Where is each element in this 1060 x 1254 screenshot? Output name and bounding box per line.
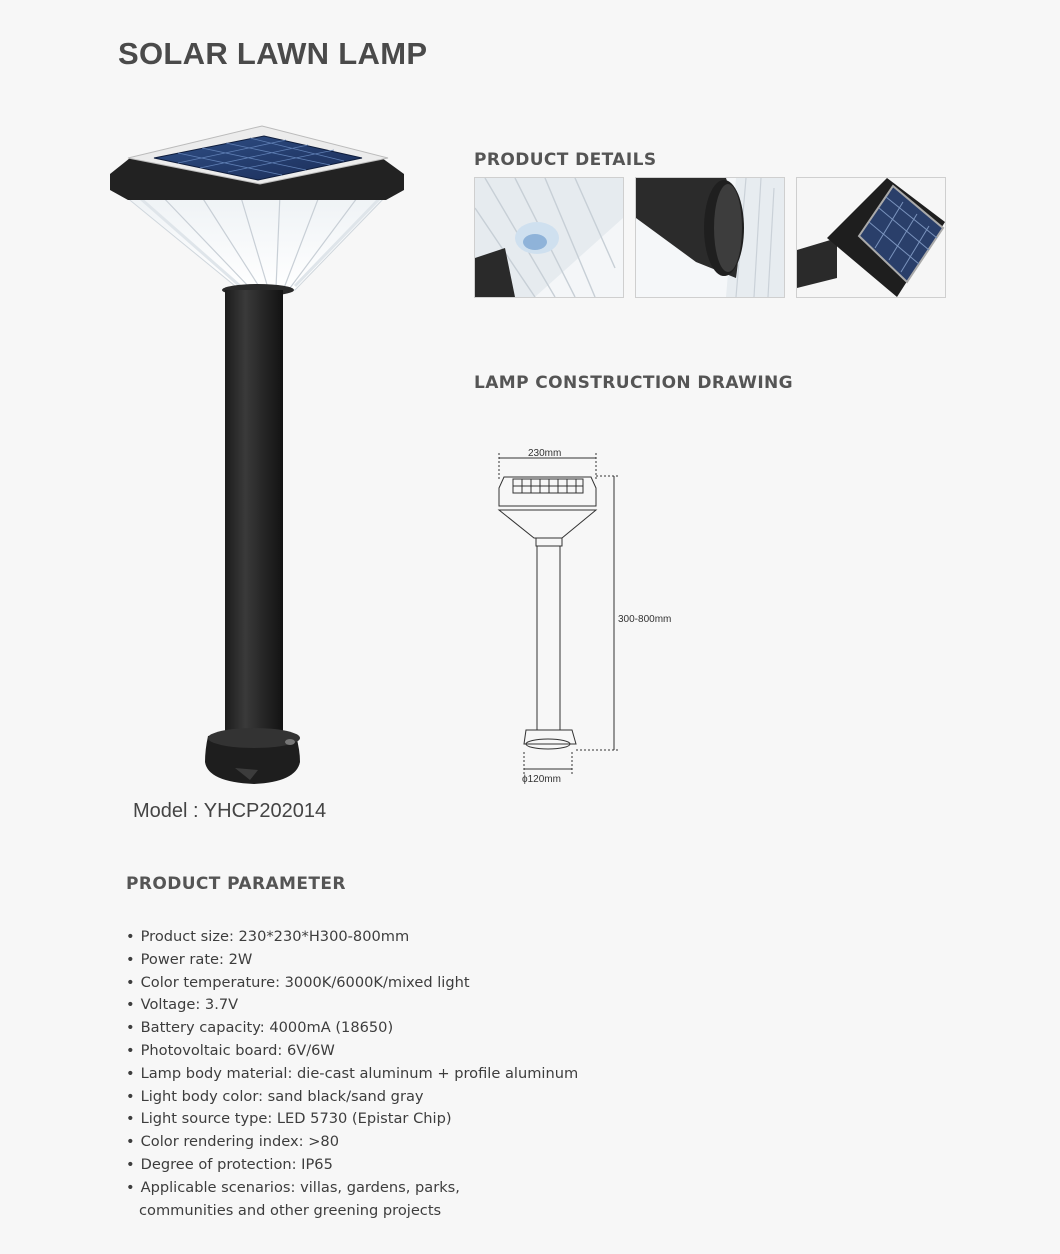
- height-dimension-label: 300-800mm: [618, 614, 672, 625]
- param-item: • Power rate: 2W: [126, 949, 578, 972]
- parameter-list: [126, 926, 578, 1222]
- page-title: SOLAR LAWN LAMP: [118, 36, 428, 71]
- detail-neck-thumbnail: [635, 177, 785, 298]
- param-item: • Color temperature: 3000K/6000K/mixed light: [126, 972, 578, 995]
- param-item: • Battery capacity: 4000mA (18650): [126, 1017, 578, 1040]
- param-item: • Voltage: 3.7V: [126, 994, 578, 1017]
- param-item: • Product size: 230*230*H300-800mm: [126, 926, 578, 949]
- param-item: • Light body color: sand black/sand gray: [126, 1086, 578, 1109]
- detail-shade-thumbnail: [474, 177, 624, 298]
- param-item: • Color rendering index: >80: [126, 1131, 578, 1154]
- param-item: • Applicable scenarios: villas, gardens, parks,: [126, 1177, 578, 1200]
- param-item: • Light source type: LED 5730 (Epistar Chip): [126, 1108, 578, 1131]
- lamp-product-image: [100, 118, 420, 790]
- width-dimension-label: 230mm: [528, 448, 562, 459]
- model-number: Model : YHCP202014: [133, 800, 327, 822]
- base-dimension-label: ϕ120mm: [522, 774, 561, 785]
- param-item: • Degree of protection: IP65: [126, 1154, 578, 1177]
- param-item-continuation: communities and other greening projects: [139, 1201, 442, 1219]
- product-details-heading: PRODUCT DETAILS: [474, 150, 657, 170]
- param-item: • Lamp body material: die-cast aluminum + profile aluminum: [126, 1063, 578, 1086]
- detail-panel-thumbnail: [796, 177, 946, 298]
- construction-drawing: [490, 440, 700, 790]
- param-item: • Photovoltaic board: 6V/6W: [126, 1040, 578, 1063]
- construction-drawing-heading: LAMP CONSTRUCTION DRAWING: [474, 373, 794, 393]
- product-parameter-heading: PRODUCT PARAMETER: [126, 874, 346, 894]
